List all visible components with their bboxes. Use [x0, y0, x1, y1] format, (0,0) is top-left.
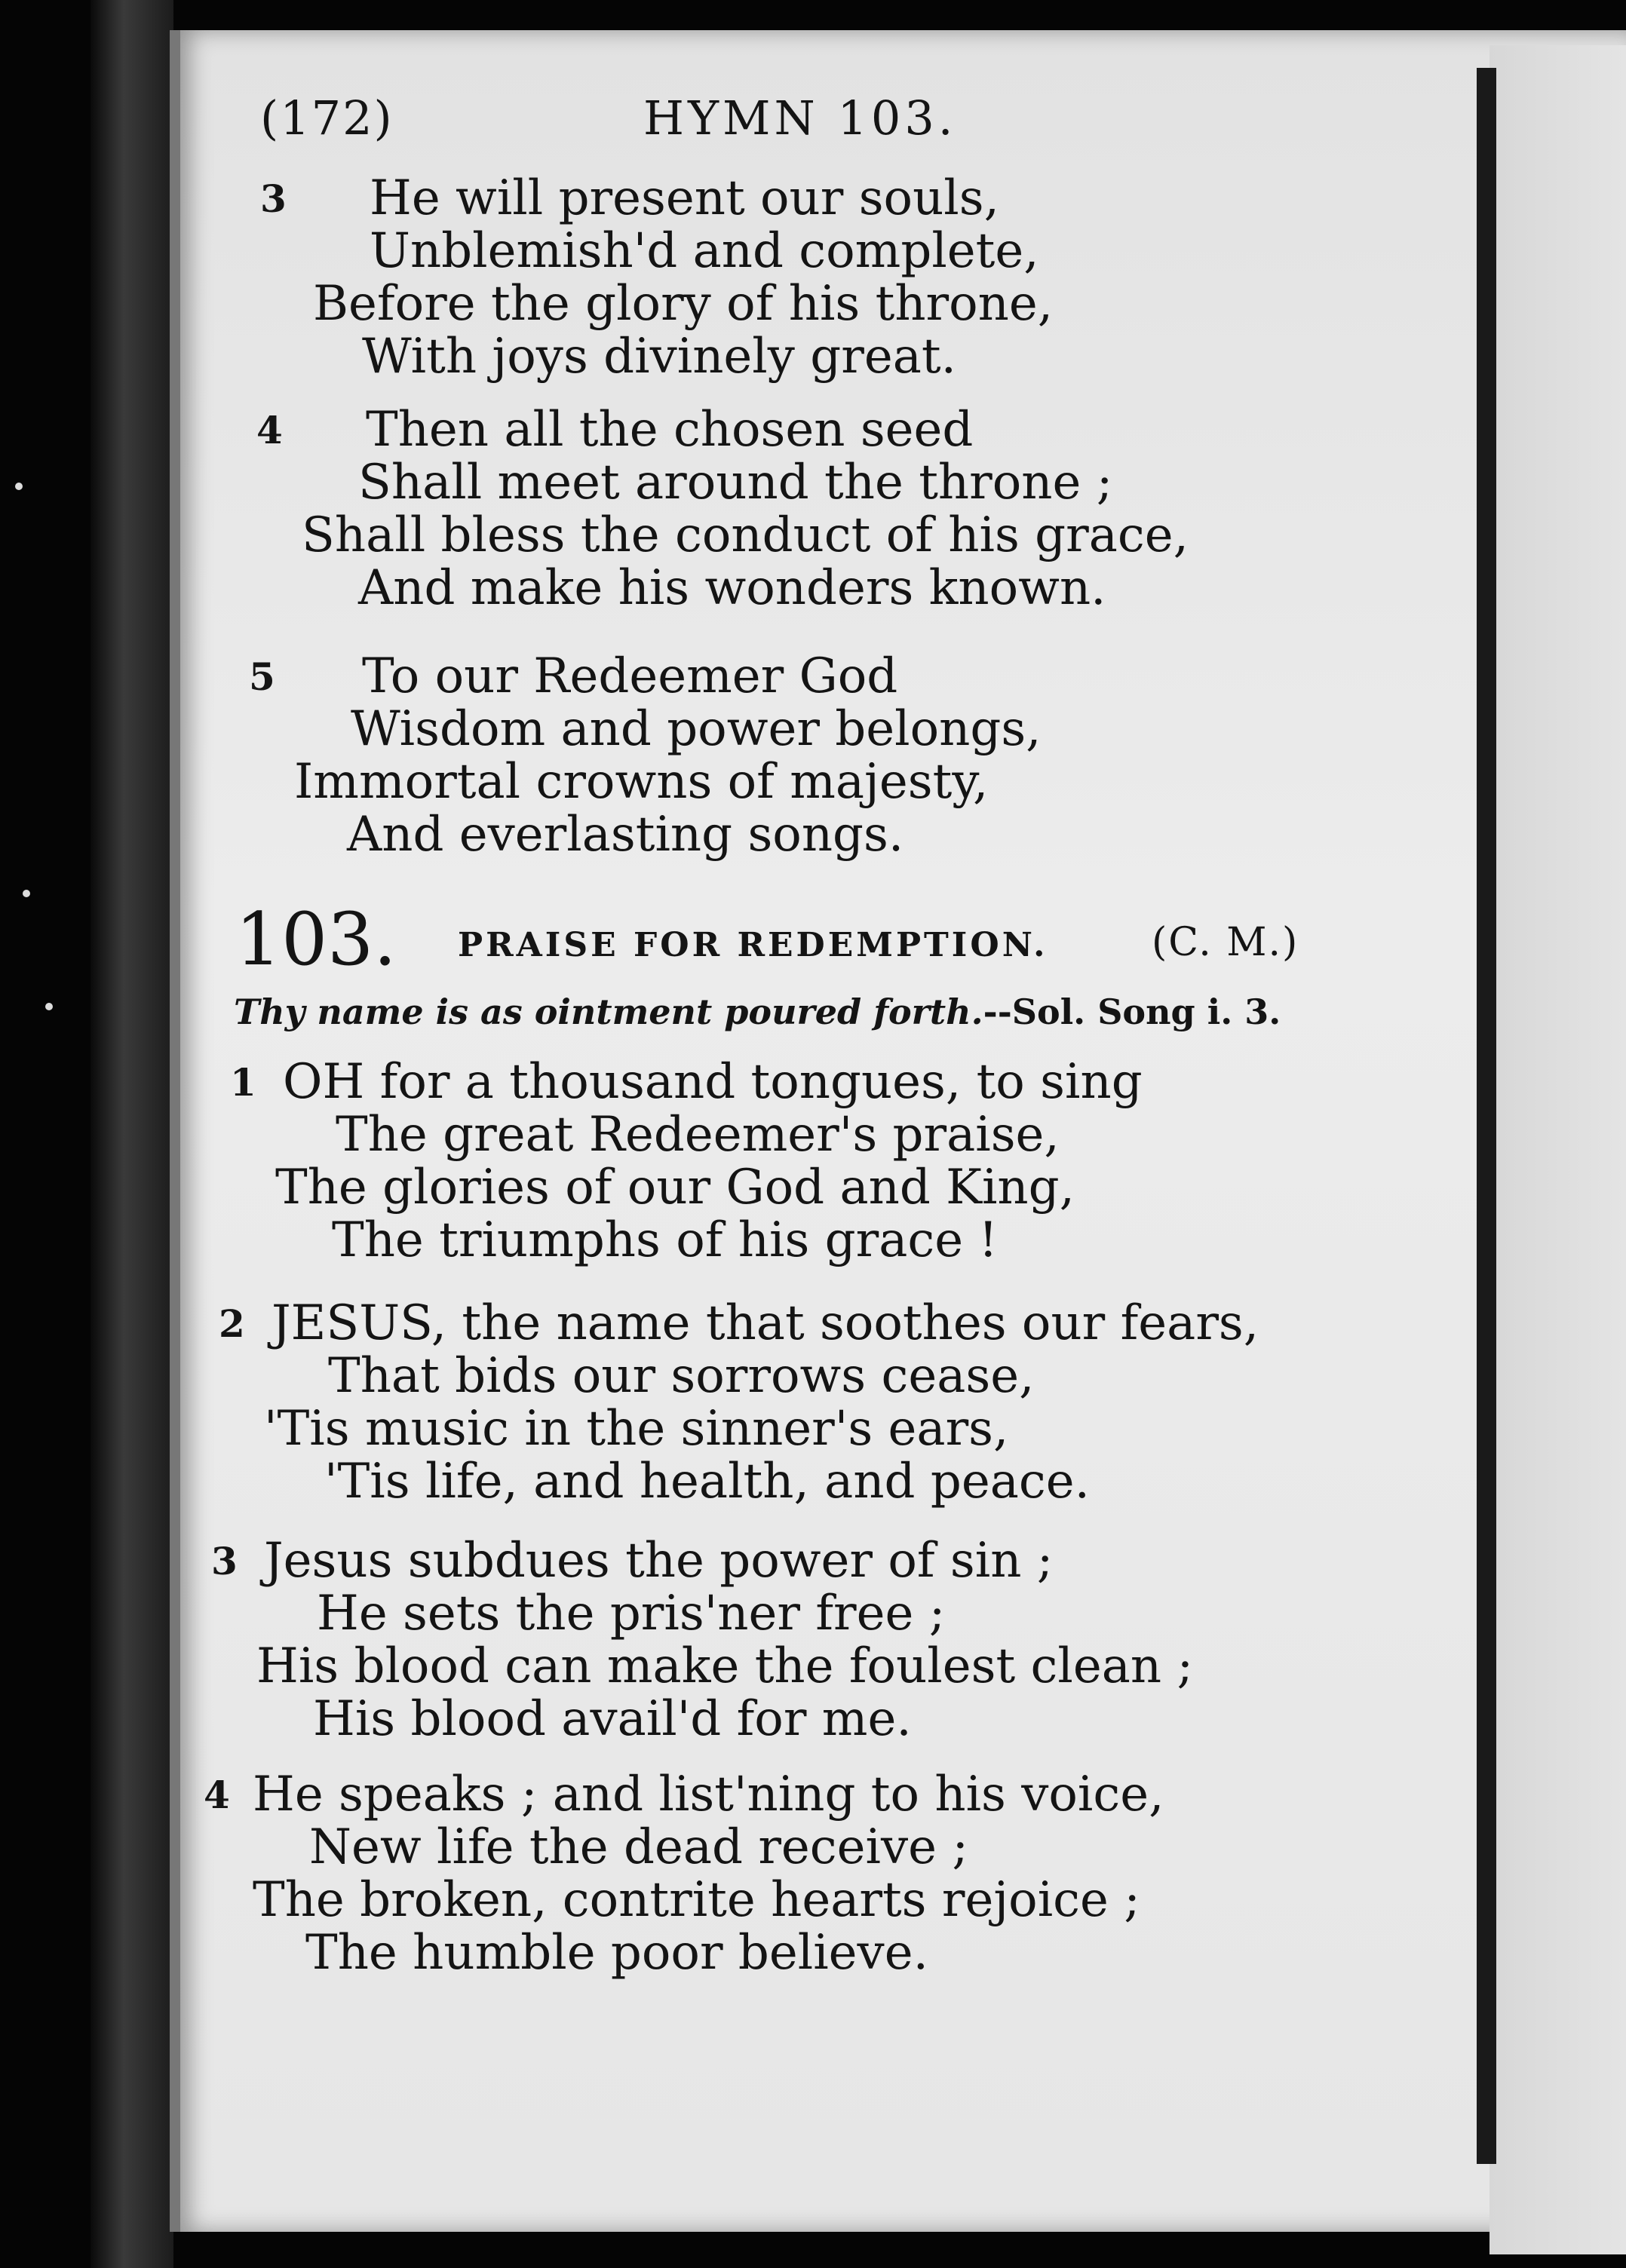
stanza-line: Before the glory of his throne,: [313, 276, 1054, 332]
hymn-stanza-4: [204, 1767, 1207, 1994]
stanza-line: His blood avail'd for me.: [313, 1691, 912, 1747]
stanza-line: He speaks ; and list'ning to his voice,: [253, 1767, 1164, 1822]
stanza-line: Immortal crowns of majesty,: [294, 754, 989, 810]
hymn-number: 103.: [235, 897, 397, 982]
stanza-line: And make his wonders known.: [358, 560, 1106, 616]
book-spine: [91, 0, 173, 2268]
dust-speck: [45, 1003, 53, 1010]
stanza-line: 'Tis music in the sinner's ears,: [264, 1401, 1009, 1457]
facing-page-edge: [1489, 45, 1626, 2254]
stanza-line: The triumphs of his grace !: [332, 1212, 999, 1268]
stanza-line: Unblemish'd and complete,: [370, 223, 1039, 279]
stanza-number: 4: [204, 1773, 230, 1817]
dust-speck: [15, 483, 23, 490]
stanza-line: Then all the chosen seed: [366, 402, 974, 458]
page-gutter: [1477, 68, 1496, 2164]
stanza-line: The humble poor believe.: [305, 1925, 928, 1981]
stanza-number: 3: [260, 176, 287, 221]
stanza-line: Wisdom and power belongs,: [351, 701, 1042, 757]
stanza-number: 4: [256, 408, 283, 452]
stanza-line: To our Redeemer God: [362, 648, 898, 704]
previous-stanza-3: [226, 172, 1207, 398]
stanza-number: 2: [219, 1301, 245, 1346]
hymn-heading: [235, 897, 1306, 980]
stanza-line: Shall bless the conduct of his grace,: [302, 507, 1189, 563]
stanza-line: That bids our sorrows cease,: [328, 1348, 1035, 1404]
stanza-line: The broken, contrite hearts rejoice ;: [253, 1872, 1140, 1928]
stanza-line: His blood can make the foulest clean ;: [256, 1638, 1193, 1694]
hymn-stanza-2: [219, 1295, 1259, 1523]
running-title: HYMN 103.: [643, 90, 957, 146]
epigraph-reference: --Sol. Song i. 3.: [983, 991, 1281, 1032]
running-head: [260, 90, 1014, 151]
dust-speck: [1546, 2187, 1554, 2194]
stanza-line: 'Tis life, and health, and peace.: [324, 1454, 1090, 1509]
hymn-stanza-1: [226, 1056, 1207, 1282]
page-number: (172): [260, 90, 394, 146]
stanza-line: Jesus subdues the power of sin ;: [264, 1533, 1054, 1589]
stanza-line: The glories of our God and King,: [275, 1160, 1075, 1215]
stanza-line: He sets the pris'ner free ;: [317, 1586, 946, 1641]
stanza-line: The great Redeemer's praise,: [336, 1107, 1060, 1163]
epigraph: [234, 991, 1305, 1044]
stanza-line: OH for a thousand tongues, to sing: [283, 1054, 1143, 1110]
stanza-number: 3: [211, 1539, 238, 1583]
epigraph-text: Thy name is as ointment poured forth.: [234, 991, 983, 1032]
hymn-metre: (C. M.): [1152, 920, 1299, 965]
dust-speck: [23, 890, 30, 897]
stanza-number: 1: [230, 1060, 256, 1105]
hymn-title: PRAISE FOR REDEMPTION.: [458, 926, 1048, 964]
stanza-line: JESUS, the name that soothes our fears,: [272, 1295, 1259, 1351]
stanza-line: And everlasting songs.: [347, 807, 904, 863]
hymn-stanza-3: [211, 1533, 1207, 1761]
stanza-number: 5: [249, 654, 275, 699]
stanza-line: New life the dead receive ;: [309, 1819, 968, 1875]
stanza-line: With joys divinely great.: [362, 329, 956, 385]
previous-stanza-4: [226, 403, 1207, 630]
stanza-line: Shall meet around the throne ;: [358, 455, 1113, 510]
previous-stanza-5: [226, 650, 1207, 876]
stanza-line: He will present our souls,: [370, 170, 999, 226]
